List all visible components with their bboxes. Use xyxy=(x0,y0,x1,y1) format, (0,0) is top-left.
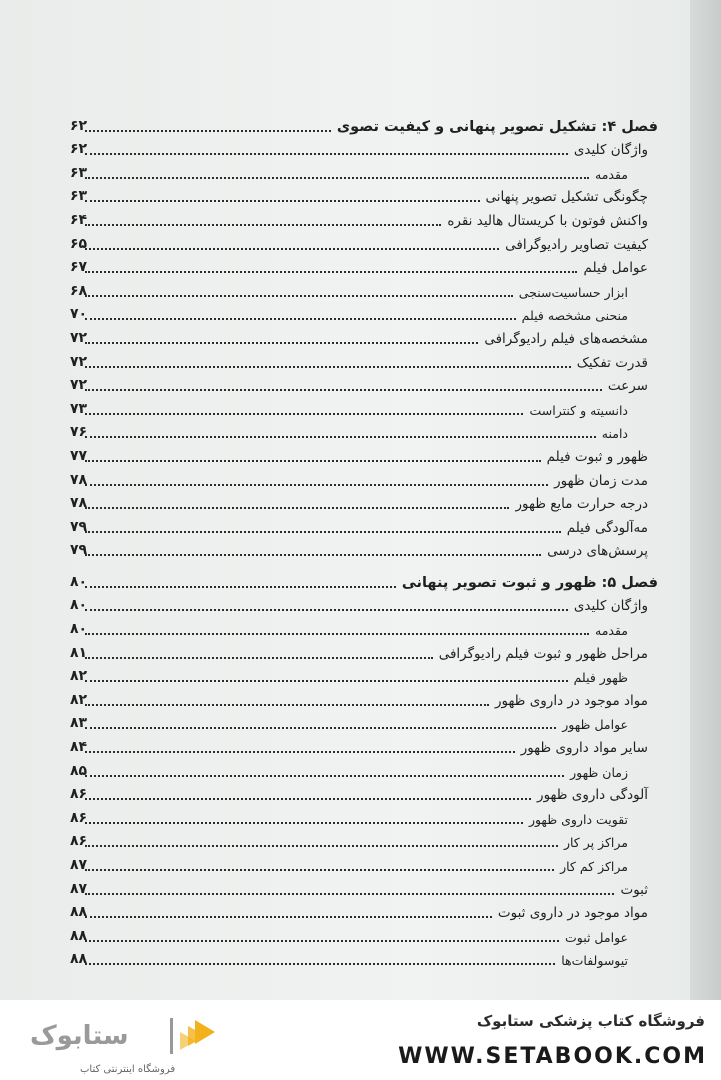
toc-page-number: ۷۰ xyxy=(70,306,88,323)
toc-title: کیفیت تصاویر رادیوگرافی xyxy=(505,236,648,253)
toc-title: واژگان کلیدی xyxy=(573,598,648,615)
toc-title: عوامل ظهور xyxy=(562,717,628,733)
chapter-gap xyxy=(70,561,658,569)
toc-page-number: ۸۲ xyxy=(70,668,88,685)
toc-page-number: ۸۱ xyxy=(70,644,88,661)
toc-title: مراحل ظهور و ثبوت فیلم رادیوگرافی xyxy=(438,645,648,662)
toc-entry xyxy=(70,664,658,688)
toc-entry xyxy=(70,852,658,876)
toc-entry xyxy=(70,255,658,279)
toc-title: منحنی مشخصه فیلم xyxy=(521,308,628,324)
toc-leader-dots xyxy=(85,436,596,438)
book-spine xyxy=(690,0,721,1000)
toc-entry xyxy=(70,514,658,538)
toc-page-number: ۸۷ xyxy=(70,880,88,897)
toc-title: درجه حرارت مایع ظهور xyxy=(515,496,648,513)
toc-title: مه‌آلودگی فیلم xyxy=(566,519,648,536)
toc-page-number: ۸۶ xyxy=(70,786,88,803)
toc-page-number: ۸۵ xyxy=(70,762,88,779)
toc-entry xyxy=(70,758,658,782)
toc-leader-dots xyxy=(85,963,555,965)
toc-title: مقدمه xyxy=(595,166,628,182)
toc-page-number: ۷۲ xyxy=(70,353,88,370)
toc-entry xyxy=(70,396,658,420)
toc-title: فصل ۵: ظهور و ثبوت تصویر پنهانی xyxy=(401,574,658,591)
toc-entry xyxy=(70,302,658,326)
toc-title: مراکز کم کار xyxy=(560,859,628,874)
toc-entry xyxy=(70,160,658,184)
toc-entry xyxy=(70,373,658,397)
toc-leader-dots xyxy=(85,680,568,682)
toc-leader-dots xyxy=(85,366,571,368)
toc-page-number: ۷۸ xyxy=(70,495,88,512)
toc-title: مدت زمان ظهور xyxy=(554,472,648,489)
toc-entry xyxy=(70,231,658,255)
toc-leader-dots xyxy=(85,845,558,847)
store-banner xyxy=(0,1000,721,1080)
toc-title: ابزار حساسیت‌سنجی xyxy=(518,284,628,300)
toc-entry xyxy=(70,900,658,924)
toc-entry xyxy=(70,443,658,467)
toc-leader-dots xyxy=(85,609,568,611)
toc-page-number: ۸۰ xyxy=(70,621,88,638)
toc-entry xyxy=(70,805,658,829)
toc-entry xyxy=(70,947,658,971)
toc-page-number: ۶۷ xyxy=(70,259,88,276)
chapter-heading xyxy=(70,113,658,137)
toc-leader-dots xyxy=(85,130,331,132)
toc-page-number: ۸۳ xyxy=(70,715,88,732)
toc-title: تیوسولفات‌ها xyxy=(561,953,628,969)
toc-page-number: ۶۴ xyxy=(70,211,88,228)
toc-entry xyxy=(70,325,658,349)
toc-title: دامنه xyxy=(601,426,628,442)
toc-leader-dots xyxy=(85,271,577,273)
toc-page-number: ۸۷ xyxy=(70,857,88,873)
toc-page-number: ۷۶ xyxy=(70,424,88,441)
toc-entry xyxy=(70,420,658,444)
toc-leader-dots xyxy=(85,727,556,729)
toc-title: تقویت داروی ظهور xyxy=(528,811,628,827)
toc-leader-dots xyxy=(85,484,548,486)
toc-page-number: ۸۸ xyxy=(70,927,88,944)
toc-title: عوامل فیلم xyxy=(583,260,648,277)
toc-leader-dots xyxy=(85,460,541,462)
toc-leader-dots xyxy=(85,153,568,155)
toc-page-number: ۸۰ xyxy=(70,597,88,614)
toc-page-number: ۸۰ xyxy=(70,573,88,590)
toc-entry xyxy=(70,923,658,947)
toc-leader-dots xyxy=(85,798,531,800)
setabook-logo-icon xyxy=(20,1012,220,1062)
toc-leader-dots xyxy=(85,586,396,588)
toc-title: قدرت تفکیک xyxy=(576,354,648,371)
toc-leader-dots xyxy=(85,704,489,706)
logo-subtitle: فروشگاه اینترنتی کتاب xyxy=(80,1064,176,1075)
toc-page-number: ۶۳ xyxy=(70,188,88,205)
toc-leader-dots xyxy=(85,177,589,179)
toc-title: مقدمه xyxy=(595,623,628,639)
toc-entry xyxy=(70,349,658,373)
toc-leader-dots xyxy=(85,531,561,533)
toc-title: مواد موجود در داروی ثبوت xyxy=(497,905,648,922)
toc-entry xyxy=(70,616,658,640)
toc-entry xyxy=(70,782,658,806)
toc-leader-dots xyxy=(85,295,513,297)
toc-title: آلودگی داروی ظهور xyxy=(537,787,648,804)
toc-title: مواد موجود در داروی ظهور xyxy=(494,692,648,709)
toc-title: دانسیته و کنتراست xyxy=(529,402,628,418)
toc-title: ثبوت xyxy=(620,881,648,898)
toc-leader-dots xyxy=(85,413,523,415)
toc-title: واکنش فوتون با کریستال هالید نقره xyxy=(447,212,648,229)
toc-page-number: ۷۲ xyxy=(70,329,88,346)
toc-title: عوامل ثبوت xyxy=(564,929,628,945)
toc-page-number: ۶۳ xyxy=(70,164,88,181)
toc-page-number: ۶۸ xyxy=(70,282,88,299)
toc-leader-dots xyxy=(85,318,516,320)
toc-entry xyxy=(70,491,658,515)
toc-entry xyxy=(70,876,658,900)
toc-title: مشخصه‌های فیلم رادیوگرافی xyxy=(484,330,648,347)
toc-leader-dots xyxy=(85,822,523,824)
toc-title: ظهور فیلم xyxy=(573,670,628,686)
toc-leader-dots xyxy=(85,200,480,202)
toc-entry xyxy=(70,184,658,208)
toc-page-number: ۶۲ xyxy=(70,141,88,158)
toc-entry xyxy=(70,711,658,735)
toc-entry xyxy=(70,829,658,853)
toc-page-number: ۸۲ xyxy=(70,691,88,708)
toc-leader-dots xyxy=(85,554,541,556)
logo-wordmark: ستابوک xyxy=(30,1021,129,1051)
toc-page-number: ۷۹ xyxy=(70,542,88,559)
toc-page-number: ۷۸ xyxy=(70,471,88,488)
toc-leader-dots xyxy=(85,893,614,895)
toc-leader-dots xyxy=(85,940,559,942)
toc-title: فصل ۴: تشکیل تصویر پنهانی و کیفیت تصوی xyxy=(336,118,658,135)
toc-leader-dots xyxy=(85,869,554,871)
toc-leader-dots xyxy=(85,916,492,918)
toc-page-number: ۸۸ xyxy=(70,951,88,968)
toc-page-number: ۶۵ xyxy=(70,235,88,252)
toc-leader-dots xyxy=(85,389,602,391)
toc-leader-dots xyxy=(85,507,509,509)
toc-entry xyxy=(70,687,658,711)
toc-leader-dots xyxy=(85,751,515,753)
toc-entry xyxy=(70,467,658,491)
toc-title: زمان ظهور xyxy=(570,764,628,780)
toc-leader-dots xyxy=(85,657,433,659)
toc-page-number: ۷۷ xyxy=(70,447,88,464)
toc-page-number: ۷۳ xyxy=(70,400,88,417)
toc-page-number: ۸۸ xyxy=(70,904,88,921)
shop-name: فروشگاه کتاب پزشکی ستابوک xyxy=(476,1012,705,1030)
toc-page-number: ۷۲ xyxy=(70,377,88,394)
toc-leader-dots xyxy=(85,248,499,250)
toc-page-number: ۶۲ xyxy=(70,117,88,134)
toc-title: مراکز پر کار xyxy=(563,835,628,851)
toc-entry xyxy=(70,137,658,161)
toc-title: سایر مواد داروی ظهور xyxy=(520,740,648,757)
setabook-logo[interactable] xyxy=(20,1012,280,1075)
toc-leader-dots xyxy=(85,775,564,777)
toc-page-number: ۸۶ xyxy=(70,833,88,850)
toc-entry xyxy=(70,278,658,302)
shop-url[interactable]: WWW.SETABOOK.COM xyxy=(398,1044,707,1069)
toc-entry xyxy=(70,538,658,562)
toc-leader-dots xyxy=(85,342,478,344)
toc-title: ظهور و ثبوت فیلم xyxy=(546,448,648,465)
toc-entry xyxy=(70,734,658,758)
toc-entry xyxy=(70,593,658,617)
table-of-contents xyxy=(70,113,658,970)
chapter-heading xyxy=(70,569,658,593)
toc-page-number: ۸۶ xyxy=(70,809,88,826)
toc-leader-dots xyxy=(85,633,589,635)
toc-leader-dots xyxy=(85,224,441,226)
toc-title: چگونگی تشکیل تصویر پنهانی xyxy=(485,189,648,206)
toc-page-number: ۸۴ xyxy=(70,739,88,756)
toc-title: واژگان کلیدی xyxy=(573,142,648,159)
toc-entry xyxy=(70,640,658,664)
toc-entry xyxy=(70,207,658,231)
toc-title: سرعت xyxy=(607,378,648,395)
toc-page-number: ۷۹ xyxy=(70,518,88,535)
toc-title: پرسش‌های درسی xyxy=(547,543,648,560)
